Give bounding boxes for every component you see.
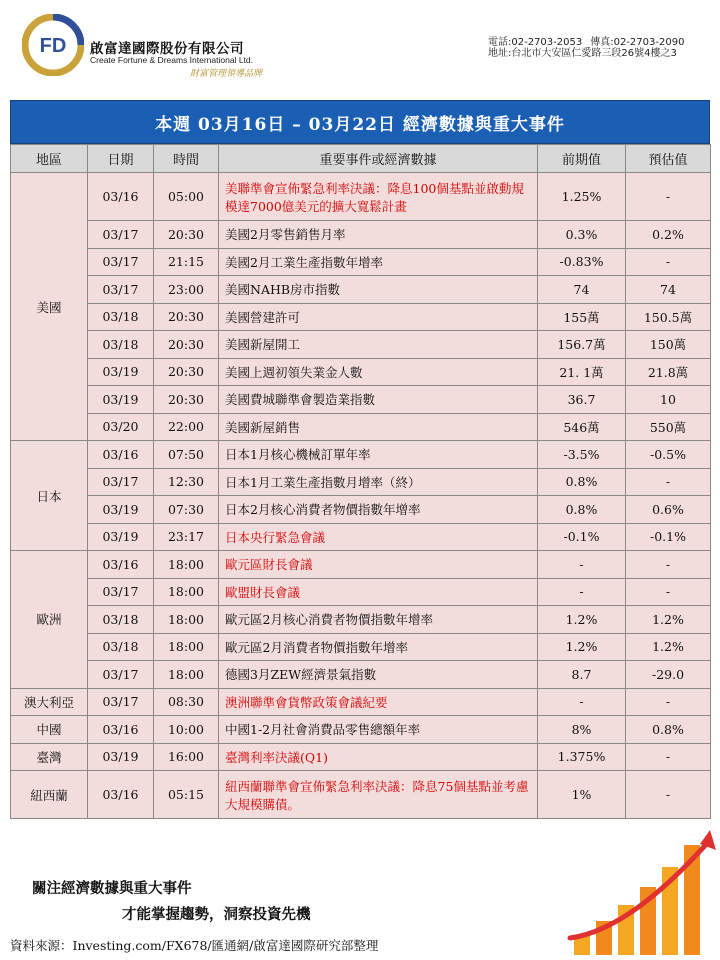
date-cell: 03/17 <box>88 661 154 689</box>
event-cell: 美國2月工業生產指數年增率 <box>219 248 538 276</box>
table-row <box>11 688 711 716</box>
table-title: 本週 03月16日 – 03月22日 經濟數據與重大事件 <box>10 100 710 144</box>
previous-value-cell: 0.8% <box>538 468 626 496</box>
time-cell: 20:30 <box>154 303 219 331</box>
forecast-value-cell: 0.8% <box>626 716 711 744</box>
table-row <box>11 303 711 331</box>
date-cell: 03/17 <box>88 688 154 716</box>
table-row <box>11 551 711 579</box>
previous-value-cell: 546萬 <box>538 413 626 441</box>
date-cell: 03/17 <box>88 578 154 606</box>
previous-value-cell: 0.3% <box>538 221 626 249</box>
phone: 電話:02-2703-2053 <box>488 37 583 48</box>
logo-text: FD <box>39 35 67 57</box>
rising-bars-graphic <box>560 820 720 960</box>
contact-info <box>488 37 692 59</box>
event-cell: 日本1月核心機械訂單年率 <box>219 441 538 469</box>
date-cell: 03/16 <box>88 441 154 469</box>
table-row <box>11 661 711 689</box>
forecast-value-cell: 10 <box>626 386 711 414</box>
date-cell: 03/19 <box>88 523 154 551</box>
event-cell: 德國3月ZEW經濟景氣指數 <box>219 661 538 689</box>
event-cell: 中國1-2月社會消費品零售總額年率 <box>219 716 538 744</box>
previous-value-cell: 0.8% <box>538 496 626 524</box>
table-row <box>11 386 711 414</box>
company-name-cn: 啟富達國際股份有限公司 <box>90 41 244 57</box>
forecast-value-cell: 21.8萬 <box>626 358 711 386</box>
previous-value-cell: 1.375% <box>538 743 626 771</box>
table-row <box>11 523 711 551</box>
date-cell: 03/17 <box>88 248 154 276</box>
previous-value-cell: -0.1% <box>538 523 626 551</box>
event-cell: 澳洲聯準會貨幣政策會議紀要 <box>219 688 538 716</box>
forecast-value-cell: 74 <box>626 276 711 304</box>
col-header-forecast: 預估值 <box>626 145 711 173</box>
region-cell: 歐洲 <box>11 551 88 689</box>
table-row <box>11 276 711 304</box>
previous-value-cell: 8.7 <box>538 661 626 689</box>
events-table-container <box>10 100 710 819</box>
table-row <box>11 248 711 276</box>
footer-line-2: 才能掌握趨勢，洞察投資先機 <box>122 906 311 923</box>
time-cell: 05:15 <box>154 771 219 819</box>
data-source: 資料來源：Investing.com/FX678/匯通網/啟富達國際研究部整理 <box>10 938 379 953</box>
date-cell: 03/19 <box>88 358 154 386</box>
region-cell: 中國 <box>11 716 88 744</box>
time-cell: 16:00 <box>154 743 219 771</box>
event-cell: 美國2月零售銷售月率 <box>219 221 538 249</box>
forecast-value-cell: -0.1% <box>626 523 711 551</box>
event-cell: 紐西蘭聯準會宣佈緊急利率決議：降息75個基點並考慮大規模購債。 <box>219 771 538 819</box>
date-cell: 03/16 <box>88 551 154 579</box>
col-header-time: 時間 <box>154 145 219 173</box>
region-cell: 紐西蘭 <box>11 771 88 819</box>
table-row <box>11 441 711 469</box>
forecast-value-cell: - <box>626 248 711 276</box>
forecast-value-cell: 550萬 <box>626 413 711 441</box>
previous-value-cell: 1.2% <box>538 606 626 634</box>
previous-value-cell: 1.25% <box>538 173 626 221</box>
region-cell: 日本 <box>11 441 88 551</box>
col-header-previous: 前期值 <box>538 145 626 173</box>
events-table <box>10 144 711 819</box>
event-cell: 美國費城聯準會製造業指數 <box>219 386 538 414</box>
time-cell: 18:00 <box>154 633 219 661</box>
table-row <box>11 578 711 606</box>
table-row <box>11 606 711 634</box>
event-cell: 歐盟財長會議 <box>219 578 538 606</box>
time-cell: 18:00 <box>154 551 219 579</box>
time-cell: 18:00 <box>154 606 219 634</box>
col-header-date: 日期 <box>88 145 154 173</box>
event-cell: 歐元區財長會議 <box>219 551 538 579</box>
table-row <box>11 633 711 661</box>
table-header-row <box>11 145 711 173</box>
event-cell: 美國營建許可 <box>219 303 538 331</box>
event-cell: 美國上週初領失業金人數 <box>219 358 538 386</box>
table-row <box>11 771 711 819</box>
page-header <box>0 0 720 96</box>
event-cell: 美國新屋開工 <box>219 331 538 359</box>
time-cell: 20:30 <box>154 221 219 249</box>
previous-value-cell: - <box>538 551 626 579</box>
date-cell: 03/19 <box>88 496 154 524</box>
company-name-en: Create Fortune & Dreams International Ltd. <box>90 55 253 65</box>
time-cell: 12:30 <box>154 468 219 496</box>
event-cell: 臺灣利率決議(Q1) <box>219 743 538 771</box>
forecast-value-cell: - <box>626 688 711 716</box>
col-header-event: 重要事件或經濟數據 <box>219 145 538 173</box>
table-row <box>11 496 711 524</box>
date-cell: 03/18 <box>88 331 154 359</box>
company-slogan: 財富管理領導品牌 <box>190 69 263 79</box>
time-cell: 20:30 <box>154 358 219 386</box>
table-row <box>11 716 711 744</box>
event-cell: 歐元區2月消費者物價指數年增率 <box>219 633 538 661</box>
time-cell: 20:30 <box>154 386 219 414</box>
event-cell: 日本1月工業生產指數月增率（終） <box>219 468 538 496</box>
region-cell: 美國 <box>11 173 88 441</box>
date-cell: 03/16 <box>88 716 154 744</box>
event-cell: 美聯準會宣佈緊急利率決議：降息100個基點並啟動規模達7000億美元的擴大寬鬆計畫 <box>219 173 538 221</box>
previous-value-cell: 1% <box>538 771 626 819</box>
table-row <box>11 358 711 386</box>
time-cell: 21:15 <box>154 248 219 276</box>
date-cell: 03/19 <box>88 386 154 414</box>
previous-value-cell: - <box>538 578 626 606</box>
previous-value-cell: 36.7 <box>538 386 626 414</box>
time-cell: 23:17 <box>154 523 219 551</box>
previous-value-cell: 155萬 <box>538 303 626 331</box>
previous-value-cell: 1.2% <box>538 633 626 661</box>
forecast-value-cell: - <box>626 743 711 771</box>
time-cell: 18:00 <box>154 578 219 606</box>
previous-value-cell: 156.7萬 <box>538 331 626 359</box>
forecast-value-cell: - <box>626 551 711 579</box>
date-cell: 03/19 <box>88 743 154 771</box>
time-cell: 07:50 <box>154 441 219 469</box>
forecast-value-cell: 1.2% <box>626 633 711 661</box>
previous-value-cell: 21. 1萬 <box>538 358 626 386</box>
footer-line-1: 關注經濟數據與重大事件 <box>32 880 192 897</box>
table-row <box>11 413 711 441</box>
previous-value-cell: - <box>538 688 626 716</box>
forecast-value-cell: - <box>626 173 711 221</box>
date-cell: 03/18 <box>88 303 154 331</box>
fax: 傳真:02-2703-2090 <box>590 37 685 48</box>
event-cell: 日本央行緊急會議 <box>219 523 538 551</box>
time-cell: 20:30 <box>154 331 219 359</box>
region-cell: 澳大利亞 <box>11 688 88 716</box>
forecast-value-cell: -0.5% <box>626 441 711 469</box>
date-cell: 03/18 <box>88 606 154 634</box>
col-header-region: 地區 <box>11 145 88 173</box>
event-cell: 美國NAHB房市指數 <box>219 276 538 304</box>
table-row <box>11 173 711 221</box>
previous-value-cell: -3.5% <box>538 441 626 469</box>
time-cell: 05:00 <box>154 173 219 221</box>
time-cell: 08:30 <box>154 688 219 716</box>
address: 地址:台北市大安區仁愛路三段26號4樓之3 <box>488 48 677 59</box>
date-cell: 03/16 <box>88 771 154 819</box>
table-body <box>11 173 711 819</box>
event-cell: 日本2月核心消費者物價指數年增率 <box>219 496 538 524</box>
table-row <box>11 743 711 771</box>
event-cell: 歐元區2月核心消費者物價指數年增率 <box>219 606 538 634</box>
date-cell: 03/18 <box>88 633 154 661</box>
forecast-value-cell: - <box>626 578 711 606</box>
table-row <box>11 468 711 496</box>
date-cell: 03/20 <box>88 413 154 441</box>
date-cell: 03/16 <box>88 173 154 221</box>
forecast-value-cell: 0.6% <box>626 496 711 524</box>
forecast-value-cell: - <box>626 468 711 496</box>
forecast-value-cell: 1.2% <box>626 606 711 634</box>
previous-value-cell: 74 <box>538 276 626 304</box>
previous-value-cell: -0.83% <box>538 248 626 276</box>
region-cell: 臺灣 <box>11 743 88 771</box>
time-cell: 18:00 <box>154 661 219 689</box>
time-cell: 23:00 <box>154 276 219 304</box>
forecast-value-cell: 150.5萬 <box>626 303 711 331</box>
time-cell: 22:00 <box>154 413 219 441</box>
forecast-value-cell: 0.2% <box>626 221 711 249</box>
time-cell: 10:00 <box>154 716 219 744</box>
table-row <box>11 331 711 359</box>
footer-slogan <box>32 876 311 928</box>
date-cell: 03/17 <box>88 276 154 304</box>
forecast-value-cell: -29.0 <box>626 661 711 689</box>
forecast-value-cell: 150萬 <box>626 331 711 359</box>
company-logo <box>22 14 84 76</box>
event-cell: 美國新屋銷售 <box>219 413 538 441</box>
time-cell: 07:30 <box>154 496 219 524</box>
table-row <box>11 221 711 249</box>
previous-value-cell: 8% <box>538 716 626 744</box>
date-cell: 03/17 <box>88 468 154 496</box>
forecast-value-cell: - <box>626 771 711 819</box>
date-cell: 03/17 <box>88 221 154 249</box>
